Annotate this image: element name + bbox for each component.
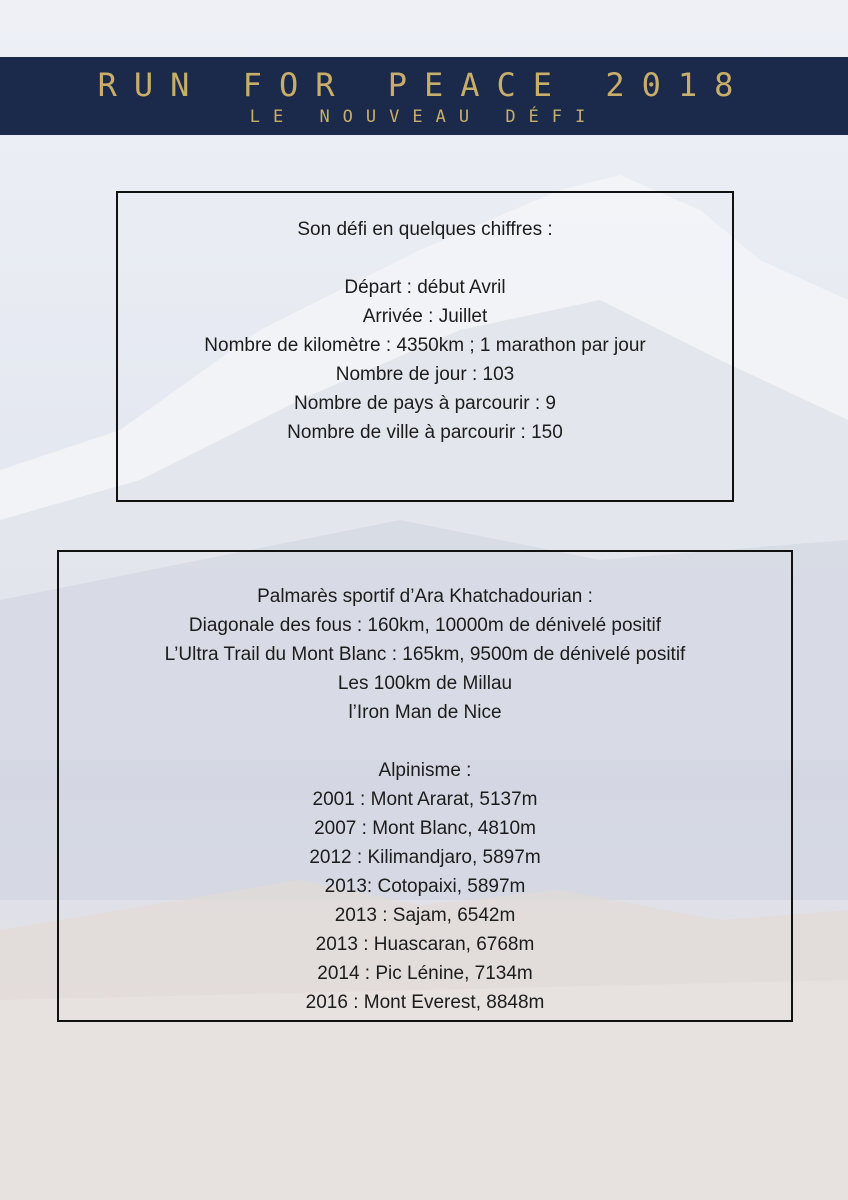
header-banner xyxy=(0,57,848,135)
alpinism-item: 2013: Cotopaixi, 5897m xyxy=(324,876,526,897)
banner-title: RUN FOR PEACE 2018 xyxy=(97,66,751,104)
alpinism-item: 2001 : Mont Ararat, 5137m xyxy=(312,789,538,810)
banner-subtitle: LE NOUVEAU DÉFI xyxy=(249,107,599,127)
alpinism-item: 2012 : Kilimandjaro, 5897m xyxy=(309,847,541,868)
palmares-line: L’Ultra Trail du Mont Blanc : 165km, 9500m de dénivelé positif xyxy=(164,644,686,665)
alpinism-heading: Alpinisme : xyxy=(378,760,472,781)
stats-box xyxy=(116,191,734,502)
alpinism-item: 2013 : Sajam, 6542m xyxy=(334,905,516,926)
stats-line-villes: Nombre de ville à parcourir : 150 xyxy=(287,422,563,443)
palmares-line: Diagonale des fous : 160km, 10000m de dénivelé positif xyxy=(188,615,662,636)
stats-line-jours: Nombre de jour : 103 xyxy=(335,364,515,385)
stats-heading: Son défi en quelques chiffres : xyxy=(297,219,553,240)
stats-line-pays: Nombre de pays à parcourir : 9 xyxy=(294,393,556,414)
stats-line-arrivee: Arrivée : Juillet xyxy=(362,306,488,327)
palmares-box xyxy=(57,550,793,1022)
alpinism-item: 2007 : Mont Blanc, 4810m xyxy=(314,818,536,839)
stats-line-kilometres: Nombre de kilomètre : 4350km ; 1 marathon par jour xyxy=(204,335,646,356)
palmares-heading: Palmarès sportif d’Ara Khatchadourian : xyxy=(257,586,593,607)
palmares-line: l’Iron Man de Nice xyxy=(348,702,502,723)
stats-line-depart: Départ : début Avril xyxy=(344,277,506,298)
alpinism-item: 2013 : Huascaran, 6768m xyxy=(315,934,535,955)
alpinism-item: 2014 : Pic Lénine, 7134m xyxy=(317,963,533,984)
alpinism-item: 2016 : Mont Everest, 8848m xyxy=(305,992,545,1013)
palmares-line: Les 100km de Millau xyxy=(337,673,513,694)
